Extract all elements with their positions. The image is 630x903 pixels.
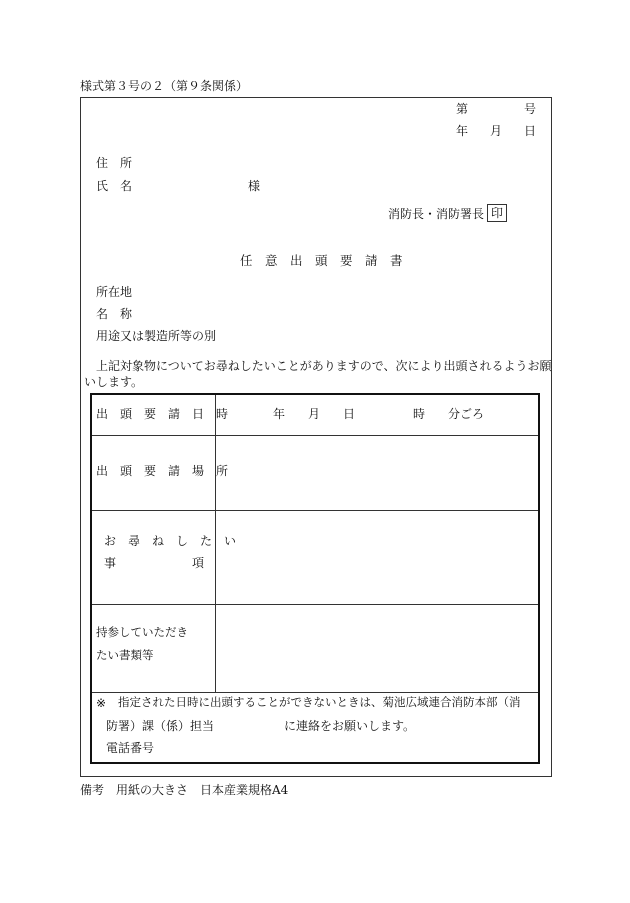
row1-label: 出 頭 要 請 日 時 bbox=[96, 407, 229, 421]
date-day: 日 bbox=[524, 124, 537, 138]
table-row-divider bbox=[92, 510, 538, 511]
row1-day: 日 bbox=[343, 407, 356, 421]
number-prefix: 第 bbox=[456, 102, 469, 116]
row1-minute: 分ごろ bbox=[448, 407, 485, 421]
document-title: 任 意 出 頭 要 請 書 bbox=[240, 253, 403, 268]
row4-label-line2: たい書類等 bbox=[96, 648, 154, 662]
form-id: 様式第３号の２（第９条関係） bbox=[80, 79, 249, 93]
date-month: 月 bbox=[490, 124, 503, 138]
body-text-line2: いします。 bbox=[84, 375, 144, 389]
table-row-divider bbox=[92, 692, 538, 693]
row3-label-line1: お 尋 ね し た い bbox=[104, 534, 237, 548]
footer-note: 備考 用紙の大きさ 日本産業規格A4 bbox=[80, 783, 289, 797]
address-label: 住 所 bbox=[96, 156, 133, 170]
seal-box: 印 bbox=[487, 204, 507, 222]
table-row-divider bbox=[92, 435, 538, 436]
row1-month: 月 bbox=[308, 407, 321, 421]
number-suffix: 号 bbox=[524, 102, 537, 116]
table-row-divider bbox=[92, 604, 538, 605]
date-year: 年 bbox=[456, 124, 469, 138]
row1-hour: 時 bbox=[413, 407, 426, 421]
note-line3: 電話番号 bbox=[106, 741, 155, 755]
row3-label-line2-a: 事 bbox=[104, 556, 117, 570]
body-text-line1: 上記対象物についてお尋ねしたいことがありますので、次により出頭されるようお願 bbox=[96, 359, 552, 373]
note-line1: 指定された日時に出頭することができないときは、菊池広域連合消防本部（消 bbox=[118, 695, 521, 709]
note-mark: ※ bbox=[96, 696, 107, 710]
row4-label-line1: 持参していただき bbox=[96, 625, 188, 639]
row3-label-line2-b: 項 bbox=[191, 556, 204, 570]
location-label: 所在地 bbox=[96, 285, 133, 299]
row1-year: 年 bbox=[273, 407, 286, 421]
note-line2-a: 防署）課（係）担当 bbox=[106, 719, 215, 733]
usage-label: 用途又は製造所等の別 bbox=[96, 329, 217, 343]
note-line2-b: に連絡をお願いします。 bbox=[284, 719, 416, 733]
name-label: 氏 名 bbox=[96, 179, 133, 193]
row2-label: 出 頭 要 請 場 所 bbox=[96, 464, 229, 478]
target-name-label: 名 称 bbox=[96, 307, 133, 321]
row3-label-line2 bbox=[104, 557, 204, 569]
issuer-title: 消防長・消防署長 bbox=[388, 207, 485, 221]
honorific: 様 bbox=[248, 179, 261, 193]
